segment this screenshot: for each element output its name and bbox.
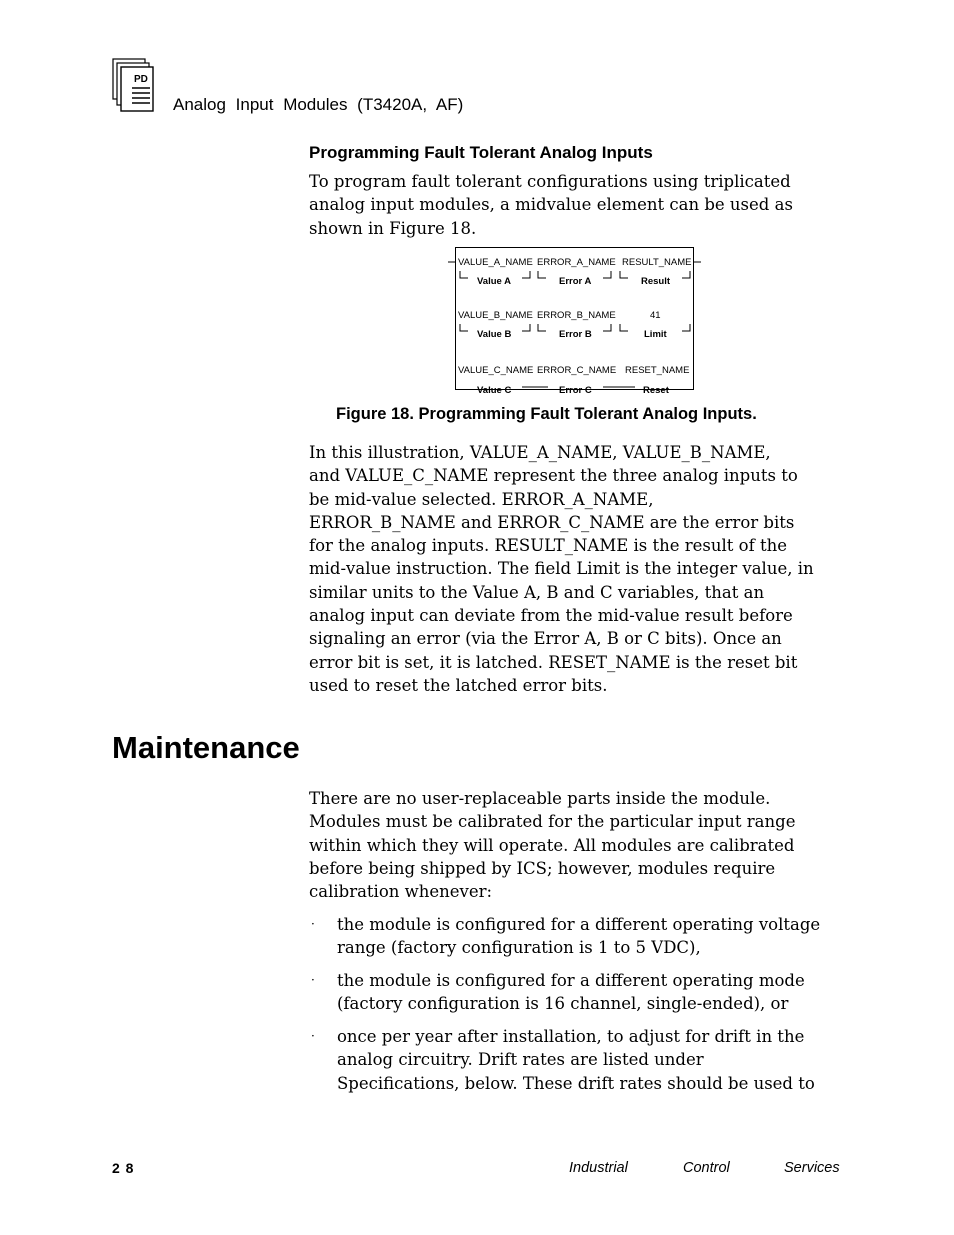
logo-text: PD — [134, 74, 148, 85]
page-number: 2 8 — [112, 1160, 135, 1176]
running-header: Analog Input Modules (T3420A, AF) — [173, 95, 464, 114]
footer-word: Services — [784, 1160, 840, 1176]
pin-label: Result — [641, 276, 671, 287]
pin-label: Error A — [559, 276, 592, 287]
paragraph-line: There are no user-replaceable parts inside the module. — [309, 789, 771, 808]
variable-label: RESULT_NAME — [622, 257, 692, 268]
bullet-line: range (factory configuration is 1 to 5 VDC), — [337, 938, 701, 958]
paragraph-line: analog input can deviate from the mid-value result before — [309, 606, 793, 626]
bullet-line: Specifications, below. These drift rates should be used to — [337, 1073, 815, 1093]
bullet-dot: · — [311, 973, 315, 987]
section-heading: Programming Fault Tolerant Analog Inputs — [309, 143, 653, 162]
paragraph-line: and VALUE_C_NAME represent the three analog inputs to — [309, 466, 798, 486]
pin-label: Reset — [643, 385, 669, 394]
paragraph-line: error bit is set, it is latched. RESET_NAME is the reset bit — [309, 652, 798, 672]
variable-label: ERROR_C_NAME — [537, 365, 617, 376]
figure-caption: Figure 18. Programming Fault Tolerant Analog Inputs. — [336, 405, 757, 423]
pin-label: Limit — [644, 329, 667, 340]
maintenance-paragraph — [309, 787, 839, 903]
paragraph-line: signaling an error (via the Error A, B or C bits). Once an — [309, 629, 782, 649]
footer-word: Industrial — [569, 1160, 628, 1176]
paragraph-line: mid-value instruction. The field Limit is the integer value, in — [309, 559, 814, 579]
variable-label: VALUE_B_NAME — [458, 310, 533, 321]
explanation-paragraph — [309, 441, 839, 697]
paragraph-line: within which they will operate. All modules are calibrated — [309, 835, 795, 855]
paragraph-line: similar units to the Value A, B and C variables, that an — [309, 582, 765, 602]
pin-label: Value B — [477, 329, 512, 340]
bullet-line: once per year after installation, to adjust for drift in the — [337, 1027, 805, 1046]
paragraph-line: Modules must be calibrated for the particular input range — [309, 812, 796, 832]
variable-label: RESET_NAME — [625, 365, 690, 376]
midvalue-element-diagram — [448, 244, 704, 394]
pin-label: Error C — [559, 385, 592, 394]
bullet-dot: · — [311, 1029, 315, 1043]
pd-logo-icon — [112, 58, 156, 112]
variable-label: VALUE_A_NAME — [458, 257, 533, 268]
intro-paragraph — [309, 170, 839, 240]
paragraph-line: ERROR_B_NAME and ERROR_C_NAME are the error bits — [309, 512, 795, 532]
maintenance-heading: Maintenance — [112, 730, 300, 765]
pin-label: Value A — [477, 276, 511, 287]
variable-label: 41 — [650, 310, 661, 321]
paragraph-line: for the analog inputs. RESULT_NAME is the result of the — [309, 536, 787, 556]
footer-word: Control — [683, 1160, 730, 1176]
paragraph-line: In this illustration, VALUE_A_NAME, VALUE_B_NAME, — [309, 443, 771, 462]
bullet-line: the module is configured for a different operating voltage — [337, 915, 821, 934]
variable-label: VALUE_C_NAME — [458, 365, 534, 376]
variable-label: ERROR_B_NAME — [537, 310, 616, 321]
paragraph-line: used to reset the latched error bits. — [309, 675, 608, 695]
paragraph-line: calibration whenever: — [309, 882, 493, 902]
paragraph-line: before being shipped by ICS; however, modules require — [309, 858, 776, 878]
pin-label: Value C — [477, 385, 512, 394]
bullet-line: analog circuitry. Drift rates are listed under — [337, 1050, 704, 1070]
bullet-dot: · — [311, 917, 315, 931]
bullet-line: the module is configured for a different operating mode — [337, 971, 805, 990]
variable-label: ERROR_A_NAME — [537, 257, 616, 268]
paragraph-line: shown in Figure 18. — [309, 218, 477, 238]
bullet-line: (factory configuration is 16 channel, single-ended), or — [337, 994, 789, 1014]
pin-label: Error B — [559, 329, 592, 340]
paragraph-line: analog input modules, a midvalue element can be used as — [309, 195, 793, 215]
paragraph-line: be mid-value selected. ERROR_A_NAME, — [309, 489, 654, 509]
paragraph-line: To program fault tolerant configurations using triplicated — [309, 172, 791, 191]
